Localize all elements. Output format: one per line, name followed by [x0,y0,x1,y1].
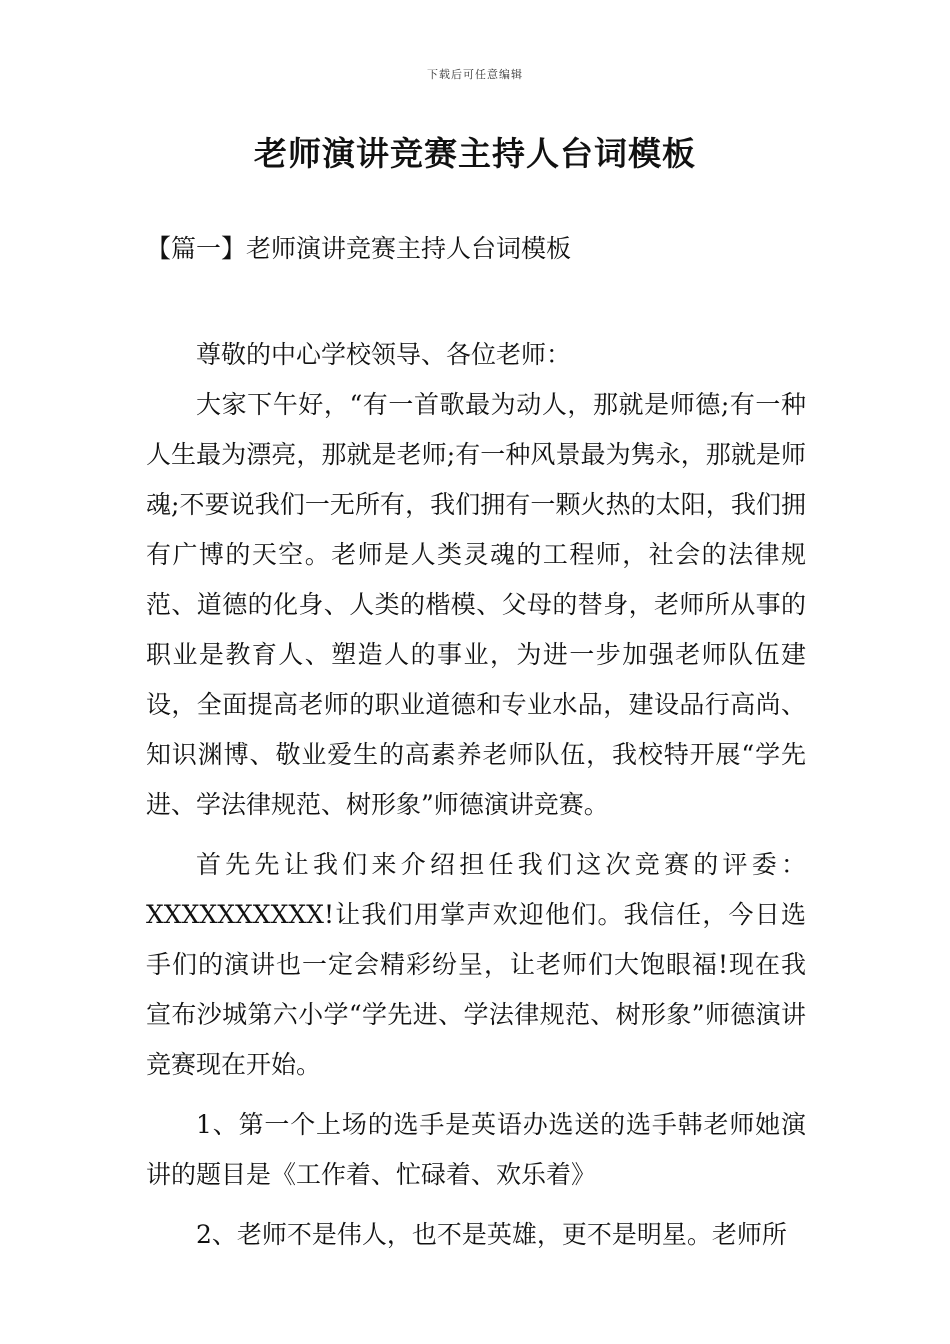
judges-intro-paragraph: 首先先让我们来介绍担任我们这次竞赛的评委：XXXXXXXXXX!让我们用掌声欢迎他们。我信任，今日选手们的演讲也一定会精彩纷呈，让老师们大饱眼福!现在我宣布沙城第六小学“学先进、学法律规范、树形象”师德演讲竞赛现在开始。 [146,850,806,1079]
document-body [146,330,806,1260]
salutation-paragraph: 尊敬的中心学校领导、各位老师： [196,340,572,369]
section-heading: 【篇一】老师演讲竞赛主持人台词模板 [146,234,572,263]
document-title: 老师演讲竞赛主持人台词模板 [254,134,696,173]
contestant-2-paragraph: 2、老师不是伟人，也不是英雄，更不是明星。老师所 [196,1220,787,1249]
header-note: 下载后可任意编辑 [427,68,523,81]
opening-paragraph: 大家下午好，“有一首歌最为动人，那就是师德;有一种人生最为漂亮，那就是老师;有一种风景最为隽永，那就是师魂;不要说我们一无所有，我们拥有一颗火热的太阳，我们拥有广博的天空。老师是人类灵魂的工程师，社会的法律规范、道德的化身、人类的楷模、父母的替身，老师所从事的职业是教育人、塑造人的事业，为进一步加强老师队伍建设，全面提高老师的职业道德和专业水品，建设品行高尚、知识渊博、敬业爱生的高素养老师队伍，我校特开展“学先进、学法律规范、树形象”师德演讲竞赛。 [146,390,806,819]
contestant-1-paragraph: 1、第一个上场的选手是英语办选送的选手韩老师她演讲的题目是《工作着、忙碌着、欢乐着》 [146,1110,806,1189]
